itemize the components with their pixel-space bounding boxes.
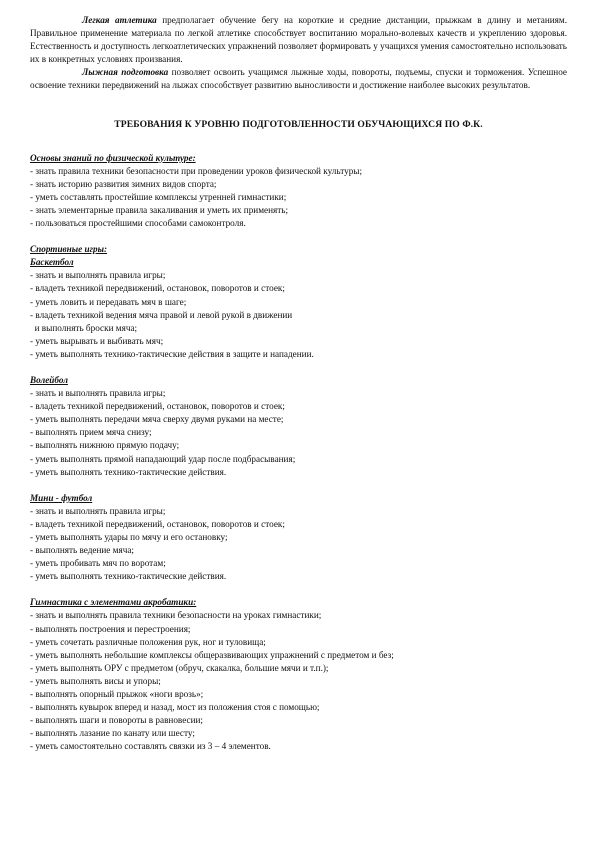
list-item: и выполнять броски мяча; [30, 322, 138, 333]
athletics-lead: Легкая атлетика [82, 15, 157, 25]
sports-games-title: Спортивные игры: [30, 244, 108, 255]
list-item: - уметь выполнять технико-тактические действия. [30, 466, 227, 477]
list-item: - уметь выполнять ОРУ с предметом (обруч, скакалка, большие мячи и т.п.); [30, 662, 329, 673]
ski-lead: Лыжная подготовка [82, 67, 169, 78]
requirements-heading: ТРЕБОВАНИЯ К УРОВНЮ ПОДГОТОВЛЕННОСТИ ОБУЧАЮЩИХСЯ ПО Ф.К. [114, 118, 483, 130]
athletics-text: предполагает обучение бегу на короткие и средние дистанции, прыжкам в длину и метаниям. Правильное применение материала по легкой атлетике способствует воспитанию морально-волевых качеств и укреплению здоровья. Естественность и доступность легкоатлетических упражнений позволяет формировать у учащихся умения самостоятельно использовать их в конкретных условиях произвания. [30, 15, 568, 65]
basketball-title: Баскетбол [30, 257, 74, 268]
list-item: - владеть техникой передвижений, остановок, поворотов и стоек; [30, 518, 285, 529]
list-item: - знать историю развития зимних видов спорта; [30, 178, 217, 189]
list-item: - владеть техникой передвижений, остановок, поворотов и стоек; [30, 401, 285, 412]
ski-paragraph [30, 66, 567, 92]
athletics-paragraph [30, 14, 567, 66]
gymnastics-title: Гимнастика с элементами акробатики: [30, 597, 197, 608]
list-item: - уметь составлять простейшие комплексы утренней гимнастики; [30, 191, 287, 202]
list-item: - выполнять прием мяча снизу; [30, 427, 152, 438]
list-item: - уметь выполнять висы и упоры; [30, 675, 161, 686]
list-item: - выполнять построения и перестроения; [30, 623, 191, 634]
list-item: - знать элементарные правила закаливания и уметь их применять; [30, 204, 289, 215]
volleyball-title: Волейбол [30, 374, 68, 385]
list-item: - выполнять ведение мяча; [30, 545, 134, 556]
list-item: - уметь ловить и передавать мяч в шаге; [30, 296, 187, 307]
list-item: - знать и выполнять правила игры; [30, 270, 166, 281]
ski-text: позволяет освоить учащимся лыжные ходы, повороты, подъемы, спуски и торможения. Успешное освоение техники передвижений на лыжах способствует развитию выносливости и достижение наиболее высоких результатов. [30, 67, 567, 91]
list-item: - выполнять опорный прыжок «ноги врозь»; [30, 689, 204, 700]
list-item: - выполнять нижнюю прямую подачу; [30, 440, 180, 451]
list-item: - уметь самостоятельно составлять связки из 3 – 4 элементов. [30, 741, 271, 752]
minifootball-title: Мини - футбол [30, 492, 93, 503]
document-page [30, 14, 567, 754]
list-item: - уметь выполнять прямой нападающий удар после подбрасывания; [30, 453, 296, 464]
list-item: - знать и выполнять правила игры; [30, 505, 166, 516]
list-item: - уметь пробивать мяч по воротам; [30, 558, 166, 569]
list-item: - владеть техникой передвижений, остановок, поворотов и стоек; [30, 283, 285, 294]
list-item: - уметь выполнять передачи мяча сверху двумя руками на месте; [30, 414, 284, 425]
list-item: - уметь выполнять технико-тактические действия в защите и нападении. [30, 348, 314, 359]
list-item: - выполнять кувырок вперед и назад, мост из положения стоя с помощью; [30, 702, 320, 713]
list-item: - пользоваться простейшими способами самоконтроля. [30, 218, 246, 229]
list-item: - уметь сочетать различные положения рук, ног и туловища; [30, 636, 266, 647]
list-item: - выполнять лазание по канату или шесту; [30, 728, 195, 739]
list-item: - выполнять шаги и повороты в равновесии; [30, 715, 203, 726]
basics-title: Основы знаний по физической культуре: [30, 152, 196, 163]
list-item: - уметь вырывать и выбивать мяч; [30, 335, 164, 346]
list-item: - владеть техникой ведения мяча правой и левой рукой в движении [30, 309, 293, 320]
list-item: - уметь выполнять технико-тактические действия. [30, 571, 227, 582]
list-item: - уметь выполнять небольшие комплексы общеразвивающих упражнений с предметом и без; [30, 649, 394, 660]
list-item: - знать правила техники безопасности при проведении уроков физической культуры; [30, 165, 363, 176]
list-item: - уметь выполнять удары по мячу и его остановку; [30, 532, 228, 542]
list-item: - знать и выполнять правила игры; [30, 388, 166, 399]
list-item: - знать и выполнять правила техники безопасности на уроках гимнастики; [30, 610, 322, 621]
